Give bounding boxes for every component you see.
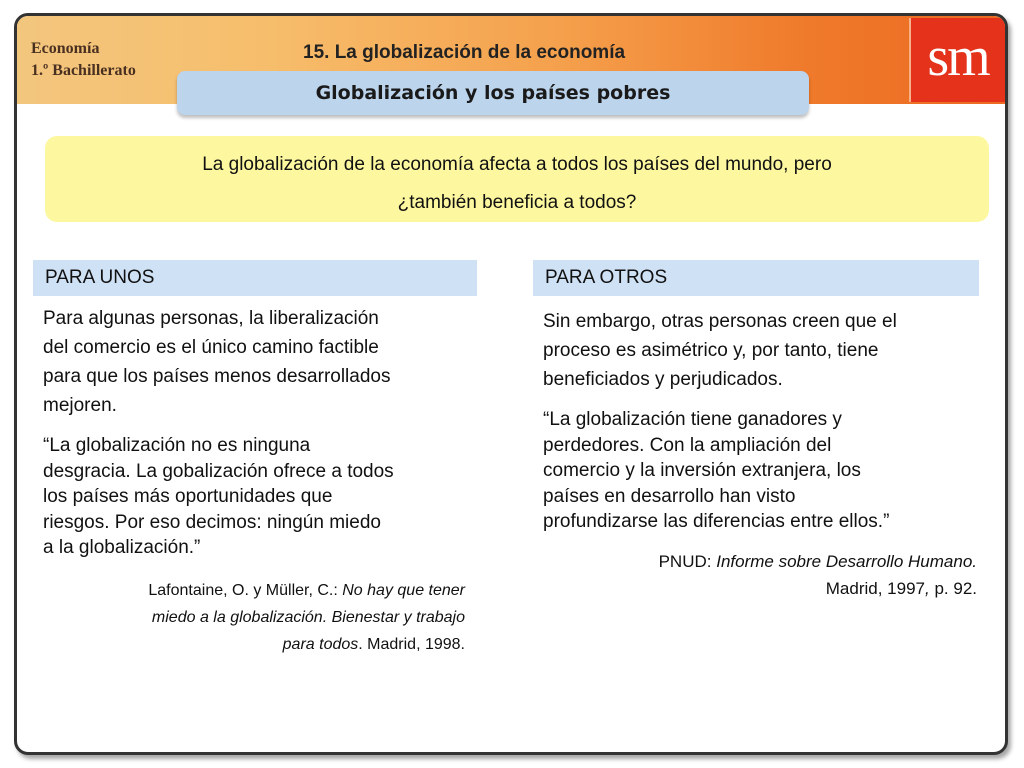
question-box [45, 136, 989, 222]
left-para-line: mejoren. [43, 395, 117, 416]
logo-text: sm [927, 26, 989, 88]
course-label [31, 38, 136, 82]
right-paragraph [543, 307, 897, 394]
right-quote-line: comercio y la inversión extranjera, los [543, 460, 861, 481]
left-citation [25, 577, 465, 658]
left-paragraph [43, 304, 390, 420]
right-quote-line: perdedores. Con la ampliación del [543, 434, 832, 456]
right-cite-page: p. 92. [929, 579, 977, 598]
left-cite-rest: . Madrid, 1998. [358, 636, 465, 653]
left-quote-line: los países más oportunidades que [43, 486, 333, 507]
subtitle-text: Globalización y los países pobres [315, 82, 671, 104]
left-para-line: para que los países menos desarrollados [43, 366, 391, 387]
right-quote-line: “La globalización tiene ganadores y [543, 409, 842, 430]
subtitle-bar [177, 71, 809, 115]
question-line-2: ¿también beneficia a todos? [397, 192, 637, 213]
right-heading-text: PARA OTROS [545, 267, 668, 288]
right-quote [543, 407, 889, 535]
question-line-1: La globalización de la economía afecta a todos los países del mundo, pero [202, 154, 832, 175]
right-cite-place: Madrid, 1997 [825, 579, 925, 598]
left-quote-line: a la globalización.” [43, 537, 201, 558]
slide-frame [14, 13, 1008, 755]
course-subject: Economía [31, 40, 100, 57]
right-citation [537, 548, 977, 602]
right-column-heading [533, 260, 979, 296]
right-quote-line: países en desarrollo han visto [543, 485, 796, 507]
course-level: 1.º Bachillerato [31, 62, 136, 79]
left-para-line: Para algunas personas, la liberalización [43, 308, 379, 329]
right-para-line: beneficiados y perjudicados. [543, 369, 783, 390]
left-quote [43, 433, 394, 561]
left-heading-text: PARA UNOS [45, 267, 155, 288]
left-quote-line: riesgos. Por eso decimos: ningún miedo [43, 511, 381, 533]
left-cite-title-2: miedo a la globalización. Bienestar y trabajo [151, 609, 465, 626]
publisher-logo [909, 18, 1007, 102]
right-cite-comma: , [925, 579, 930, 598]
right-cite-title: Informe sobre Desarrollo Humano. [716, 552, 977, 571]
left-quote-line: “La globalización no es ninguna [43, 435, 311, 456]
right-para-line: Sin embargo, otras personas creen que el [543, 311, 897, 332]
left-cite-title-3: para todos [282, 636, 359, 653]
right-cite-source: PNUD: [658, 552, 712, 571]
left-para-line: del comercio es el único camino factible [43, 337, 379, 358]
left-cite-title-1: No hay que tener [342, 582, 465, 599]
right-para-line: proceso es asimétrico y, por tanto, tiene [543, 340, 879, 361]
unit-title: 15. La globalización de la economía [303, 42, 626, 63]
left-quote-line: desgracia. La gobalización ofrece a todos [43, 460, 394, 482]
left-column-heading [33, 260, 477, 296]
left-cite-author: Lafontaine, O. y Müller, C.: [148, 582, 338, 599]
right-quote-line: profundizarse las diferencias entre ellos.” [543, 511, 890, 532]
